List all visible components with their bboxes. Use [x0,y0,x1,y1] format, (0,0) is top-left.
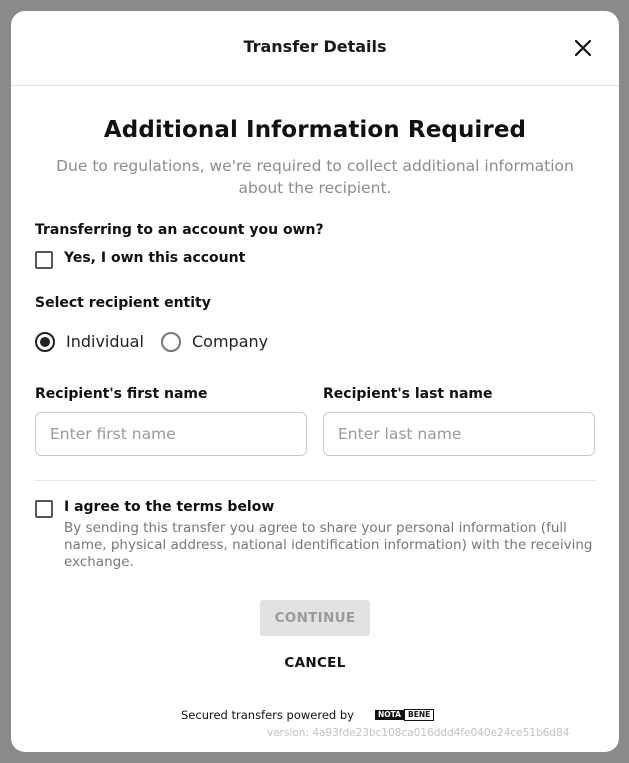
cancel-button[interactable]: CANCEL [265,652,365,674]
page-heading: Additional Information Required [103,117,527,143]
logo-nota: NOTA [375,710,404,720]
radio-individual[interactable] [35,332,55,352]
radio-selected-dot [40,337,50,347]
radio-company-label[interactable]: Company [192,332,269,351]
close-button[interactable] [572,37,594,59]
section-divider [35,480,595,481]
logo-bene: BENE [404,709,434,721]
page-subheading: Due to regulations, we're required to collect additional information about the recipient. [56,157,574,197]
own-account-checkbox[interactable] [35,251,53,269]
modal-title: Transfer Details [243,37,387,56]
radio-individual-label[interactable]: Individual [66,332,144,351]
own-account-checkbox-label[interactable]: Yes, I own this account [64,250,246,266]
agree-terms-checkbox-label[interactable]: I agree to the terms below [64,499,275,515]
powered-by-text: Secured transfers powered by [181,708,354,722]
transfer-details-modal [11,11,619,752]
first-name-label: Recipient's first name [35,386,208,402]
version-text: version: 4a93fde23bc108ca016ddd4fe040e24ce51b6d84 [267,727,570,739]
radio-company[interactable] [161,332,181,352]
entity-label: Select recipient entity [35,295,211,311]
continue-button[interactable]: CONTINUE [260,600,370,636]
modal-header [11,11,619,86]
agree-terms-checkbox[interactable] [35,500,53,518]
last-name-label: Recipient's last name [323,386,493,402]
notabene-logo [375,708,434,722]
close-icon [572,37,594,59]
last-name-input[interactable] [323,412,595,456]
terms-text: By sending this transfer you agree to share your personal information (full name, physical address, national identification information) with the receiving exchange. [64,520,593,570]
ownership-label: Transferring to an account you own? [35,222,324,238]
first-name-input[interactable] [35,412,307,456]
